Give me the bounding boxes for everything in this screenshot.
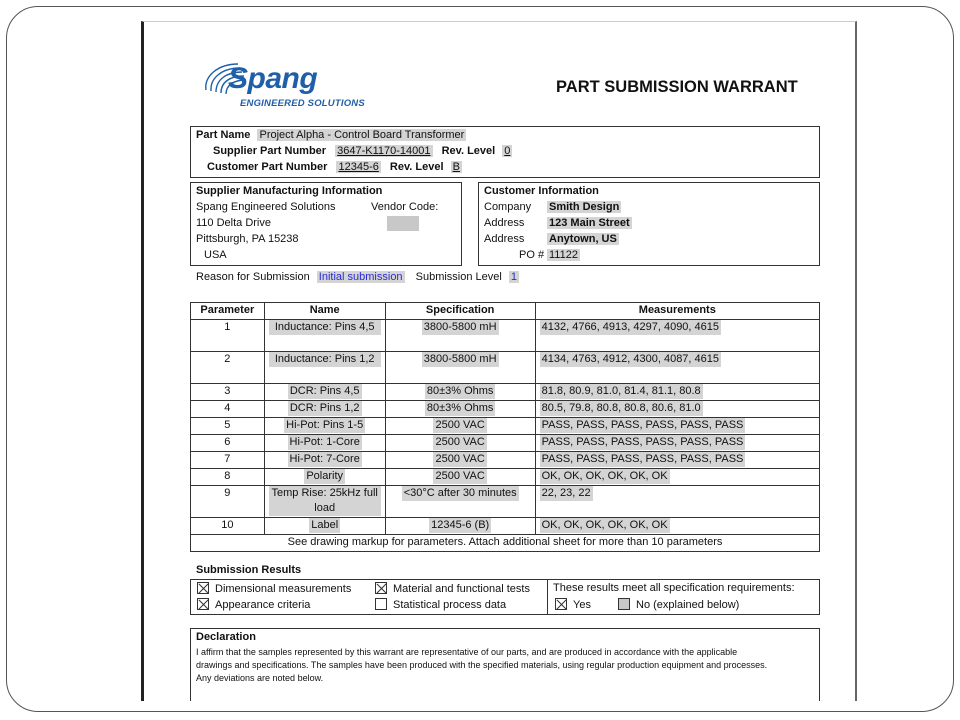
slide-frame <box>6 6 954 712</box>
customer-pn-label: Customer Part Number <box>207 161 328 173</box>
page-title: PART SUBMISSION WARRANT <box>556 78 798 96</box>
supplier-heading: Supplier Manufacturing Information <box>196 185 383 197</box>
vendor-code-label: Vendor Code: <box>371 201 439 213</box>
reason-label: Reason for Submission <box>196 271 310 283</box>
measurement-cell: OK, OK, OK, OK, OK, OK <box>541 470 668 482</box>
supplier-name: Spang Engineered Solutions <box>196 201 336 213</box>
name-cell: Hi-Pot: Pins 1-5 <box>286 419 364 431</box>
document-page <box>141 21 857 701</box>
spec-cell: 2500 VAC <box>435 453 485 465</box>
param-cell: 4 <box>191 401 265 418</box>
customer-rev-label: Rev. Level <box>389 161 444 173</box>
yes-checkbox[interactable] <box>555 598 567 610</box>
customer-info-box <box>478 182 820 266</box>
customer-address2: Anytown, US <box>549 233 617 245</box>
col-header-name: Name <box>264 303 385 320</box>
param-cell: 2 <box>191 352 265 384</box>
po-value: 11122 <box>549 249 578 261</box>
customer-address1: 123 Main Street <box>549 217 630 229</box>
param-cell: 6 <box>191 435 265 452</box>
parameter-table <box>190 302 820 552</box>
spec-cell: 2500 VAC <box>435 470 485 482</box>
spec-cell: 3800-5800 mH <box>423 353 497 365</box>
declaration-heading: Declaration <box>196 631 256 643</box>
table-row <box>191 518 820 535</box>
measurement-cell: 4134, 4763, 4912, 4300, 4087, 4615 <box>541 353 720 365</box>
results-divider <box>547 580 548 614</box>
name-cell: DCR: Pins 1,2 <box>289 402 360 414</box>
spec-cell: 12345-6 (B) <box>431 519 490 531</box>
level-value: 1 <box>510 271 518 283</box>
supplier-pn-label: Supplier Part Number <box>213 145 327 157</box>
yes-label: Yes <box>573 599 591 611</box>
declaration-line2: drawings and specifications. The samples have been produced with the specified materials, using regular production equipment and processes. <box>196 660 768 670</box>
part-name-label: Part Name <box>196 129 251 141</box>
spec-cell: 3800-5800 mH <box>423 321 497 333</box>
param-cell: 10 <box>191 518 265 535</box>
name-cell: Hi-Pot: 1-Core <box>289 436 360 448</box>
table-row <box>191 352 820 384</box>
reason-value: Initial submission <box>318 271 403 283</box>
address-label-2: Address <box>484 233 525 245</box>
part-name-value: Project Alpha - Control Board Transformer <box>259 129 465 141</box>
appearance-label: Appearance criteria <box>215 599 311 611</box>
col-header-parameter: Parameter <box>191 303 265 320</box>
logo-wordmark: Spang <box>228 62 318 95</box>
measurement-cell: PASS, PASS, PASS, PASS, PASS, PASS <box>541 453 744 465</box>
declaration-line1: I affirm that the samples represented by this warrant are representative of our parts, and are produced in accordance with the applicable <box>196 647 738 657</box>
no-label: No (explained below) <box>636 599 740 611</box>
spec-cell: 80±3% Ohms <box>426 402 494 414</box>
logo-tagline: ENGINEERED SOLUTIONS <box>240 98 365 109</box>
supplier-address1: 110 Delta Drive <box>196 217 271 229</box>
vendor-code-value <box>387 216 419 231</box>
table-row <box>191 384 820 401</box>
measurement-cell: 4132, 4766, 4913, 4297, 4090, 4615 <box>541 321 720 333</box>
address-label-1: Address <box>484 217 525 229</box>
supplier-pn-value: 3647-K1170-14001 <box>337 145 431 157</box>
table-row <box>191 418 820 435</box>
measurement-cell: 80.5, 79.8, 80.8, 80.8, 80.6, 81.0 <box>541 402 701 414</box>
measurement-cell: OK, OK, OK, OK, OK, OK <box>541 519 668 531</box>
customer-heading: Customer Information <box>484 185 599 197</box>
param-cell: 8 <box>191 469 265 486</box>
supplier-address2: Pittsburgh, PA 15238 <box>196 233 299 245</box>
param-cell: 9 <box>191 486 265 518</box>
measurement-cell: 81.8, 80.9, 81.0, 81.4, 81.1, 80.8 <box>541 385 701 397</box>
table-row <box>191 320 820 352</box>
spec-cell: <30°C after 30 minutes <box>403 487 517 499</box>
measurement-cell: PASS, PASS, PASS, PASS, PASS, PASS <box>541 419 744 431</box>
part-info-box <box>190 126 820 178</box>
col-header-specification: Specification <box>385 303 535 320</box>
declaration-line3: Any deviations are noted below. <box>196 673 324 683</box>
material-label: Material and functional tests <box>393 583 530 595</box>
company-label: Company <box>484 201 532 213</box>
param-cell: 1 <box>191 320 265 352</box>
declaration-box <box>190 628 820 701</box>
name-cell: Hi-Pot: 7-Core <box>289 453 360 465</box>
statistical-label: Statistical process data <box>393 599 507 611</box>
company-value: Smith Design <box>549 201 620 213</box>
table-row <box>191 486 820 518</box>
name-cell: Temp Rise: 25kHz full load <box>269 486 381 516</box>
company-logo <box>198 58 378 118</box>
spec-cell: 2500 VAC <box>435 436 485 448</box>
supplier-country: USA <box>204 249 227 261</box>
table-header-row <box>191 303 820 320</box>
supplier-rev-value: 0 <box>504 145 511 157</box>
measurement-cell: PASS, PASS, PASS, PASS, PASS, PASS <box>541 436 744 448</box>
no-checkbox[interactable] <box>618 598 630 610</box>
statistical-checkbox[interactable] <box>375 598 387 610</box>
param-cell: 7 <box>191 452 265 469</box>
table-footer-note: See drawing markup for parameters. Attach additional sheet for more than 10 parameters <box>191 535 820 552</box>
table-row <box>191 435 820 452</box>
param-cell: 3 <box>191 384 265 401</box>
meet-requirements-label: These results meet all specification requirements: <box>553 582 795 594</box>
table-row <box>191 452 820 469</box>
measurement-cell: 22, 23, 22 <box>541 487 591 499</box>
material-checkbox[interactable] <box>375 582 387 594</box>
name-cell: Inductance: Pins 4,5 <box>269 320 381 335</box>
results-box <box>190 579 820 615</box>
name-cell: DCR: Pins 4,5 <box>289 385 360 397</box>
customer-rev-value: B <box>452 161 460 173</box>
name-cell: Label <box>311 519 339 531</box>
name-cell: Polarity <box>306 470 344 482</box>
name-cell: Inductance: Pins 1,2 <box>269 352 381 367</box>
supplier-rev-label: Rev. Level <box>441 145 496 157</box>
spec-cell: 80±3% Ohms <box>426 385 494 397</box>
col-header-measurements: Measurements <box>535 303 819 320</box>
table-footer-row <box>191 535 820 552</box>
customer-pn-value: 12345-6 <box>338 161 379 173</box>
results-heading: Submission Results <box>196 564 302 576</box>
table-row <box>191 401 820 418</box>
param-cell: 5 <box>191 418 265 435</box>
appearance-checkbox[interactable] <box>197 598 209 610</box>
level-label: Submission Level <box>415 271 502 283</box>
dimensional-checkbox[interactable] <box>197 582 209 594</box>
supplier-info-box <box>190 182 462 266</box>
po-label: PO # <box>519 249 545 261</box>
spec-cell: 2500 VAC <box>435 419 485 431</box>
table-row <box>191 469 820 486</box>
dimensional-label: Dimensional measurements <box>215 583 352 595</box>
